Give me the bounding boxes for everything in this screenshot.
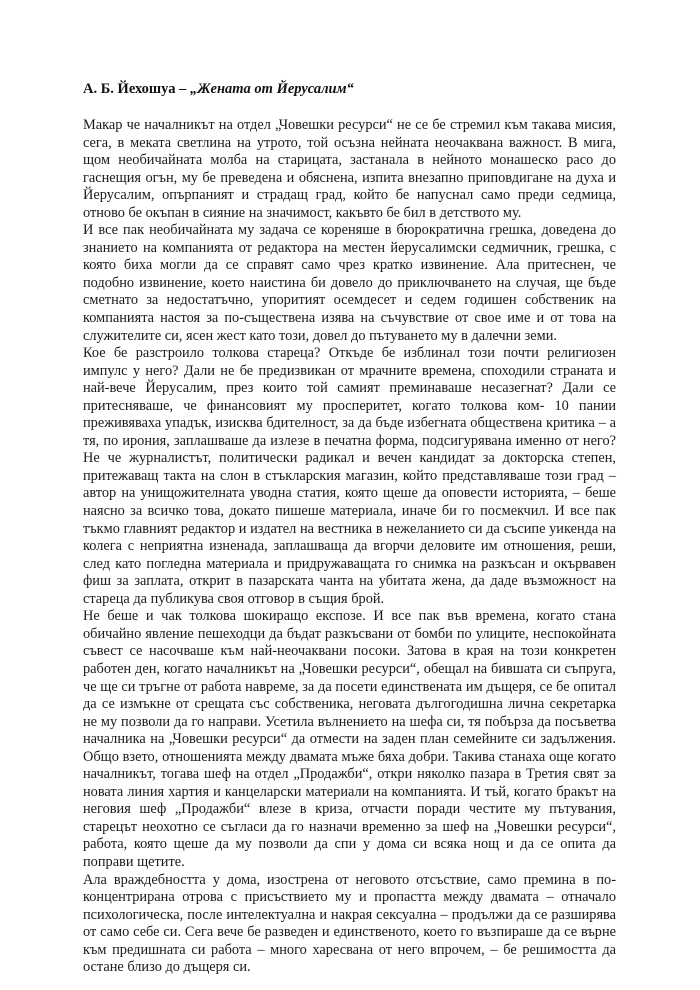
title-work: „Жената от Йерусалим“ <box>189 81 354 97</box>
paragraph-4: Не беше и чак толкова шокиращо експозе. И все пак във времена, когато стана обичайно явление пешеходци да бъдат разкъсвани от бомби по улиците, неспокойната съвест се насочваше към най-неочаквани посоки. Затова в края на този конкретен работен ден, когато началникът на „Човешки ресурси“, обещал на бившата си съпруга, че ще си тръгне от работа навреме, за да посети единствената им дъщеря, се бе опитал да се измъкне от срещата със собственика, неговата дългогодишна лична секретарка не му позволи да го направи. Усетила вълнението на шефа си, тя побърза да посъветва началника на „Човешки ресурси“ да отмести на заден план семейните си задължения. Общо взето, отношенията между двамата мъже бяха добри. Такива станаха още когато началникът, тогава шеф на отдел „Продажби“, откри няколко пазара в Третия свят за новата линия хартия и канцеларски материали на компанията. И тъй, когато бракът на неговия шеф „Продажби“ влезе в криза, отчасти поради честите му пътувания, старецът неохотно се съгласи да го назначи временно за шеф на „Човешки ресурси“, работа, която щеше да му позволи да спи у дома си всяка нощ и да се опита да поправи щетите. <box>83 608 616 870</box>
paragraph-5: Ала враждебността у дома, изострена от неговото отсъствие, само премина в по-концентрирана отрова с присъствието му и пропастта между двамата – отначало психологическа, после интелектуална и накрая сексуална – продължи да се разширява от само себе си. Сега вече бе разведен и единственото, което го възпираше да се върне към предишната си работа – много харесвана от него впрочем, – бе решимостта да остане близо до дъщеря си. <box>83 871 616 976</box>
paragraph-1: Макар че началникът на отдел „Човешки ресурси“ не се бе стремил към такава мисия, сега, в меката светлина на утрото, той осъзна нейната неочаквана важност. В мига, щом необичайната молба на старицата, застанала в нейното монашеско расо до гаснещия огън, му бе преведена и обяснена, изпита внезапно приповдигане на духа и Йерусалим, опърпаният и страдащ град, който бе напуснал само преди седмица, отново бе окъпан в сияние на значимост, какъвто бе бил в детството му. <box>83 117 616 221</box>
document-title <box>83 81 354 98</box>
paragraph-2: И все пак необичайната му задача се кореняше в бюрократична грешка, доведена до знанието на компанията от редактора на местен йерусалимски седмичник, грешка, с която биха могли да се справят само чрез кратко извинение. Ала притеснен, че подобно извинение, което наистина би довело до приключването на случая, ще бъде сметнато за недостатъчно, упоритият осемдесет и седем годишен собственик на компанията настоя за по-съществена изява на съчувствие от свое име и от това на служителите си, ясен жест като този, довел до пътуването му в далечни земи. <box>83 222 616 344</box>
document-body <box>83 117 616 977</box>
paragraph-3: Кое бе разстроило толкова стареца? Откъде бе изблинал този почти религиозен импулс у него? Дали не бе предизвикан от мрачните времена, споходили страната и най-вече Йерусалим, през които той самият преминаваше несазегнат? Дали се притесняваше, че финансовият му просперитет, когато толкова ком- 10 пании преживяваха упадък, изисква бдителност, за да бъде избегната обществена критика – а тя, по ирония, заплашваше да излезе в печатна форма, подсигурявана именно от него? Не че журналистът, политически радикал и вечен кандидат за докторска степен, притежаващ такта на слон в стъкларския магазин, който представляваше този град – автор на унищожителната уводна статия, която щеше да оповести историята, – беше наясно за всичко това, докато пишеше материала, иначе би го посмекчил. И все пак тъкмо главният редактор и издател на вестника в нежеланието си да съсипе уикенда на колега с неприятна изненада, заплашваща да вгорчи деловите им отношения, реши, след като погледна материала и придружаващата го снимка на разкъсан и окървавен фиш за заплата, открит в пазарската чанта на убитата жена, да даде възможност на стареца да публикува своя отговор в същия брой. <box>83 345 616 607</box>
title-author: А. Б. Йехошуа – <box>83 81 190 97</box>
